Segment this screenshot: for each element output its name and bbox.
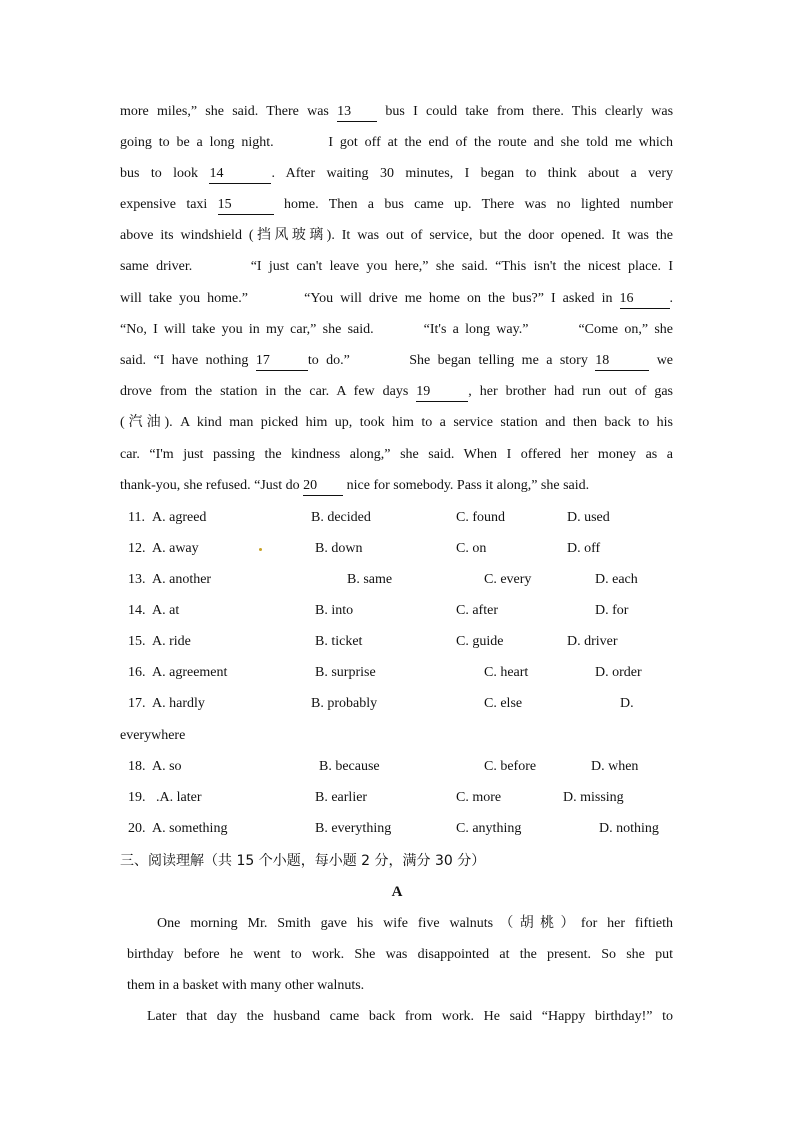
question-number: 19. [128,790,146,805]
stray-dot [259,548,262,551]
reading-text: them in a basket with many other walnuts. [127,978,365,993]
passage-letter: A [391,884,403,900]
question-number: 15. [128,634,146,649]
passage-line [120,320,673,340]
question-13 [0,570,794,590]
option-c[interactable]: C. every [484,572,532,587]
option-b[interactable]: B. earlier [315,790,368,805]
option-d[interactable]: D. driver [567,634,618,649]
option-a[interactable]: A. agreed [152,510,207,525]
option-c[interactable]: C. heart [484,665,529,680]
passage-line [120,102,673,122]
option-d[interactable]: D. used [567,510,610,525]
option-a[interactable]: A. hardly [152,696,205,711]
passage-line [120,164,673,184]
option-d[interactable]: D. each [595,572,638,587]
option-c[interactable]: C. guide [456,634,504,649]
question-number: 18. [128,759,146,774]
passage-text: expensive taxi [120,197,208,212]
option-d[interactable]: D. when [591,759,639,774]
question-number: 11. [128,510,145,525]
passage-text: (汽油). A kind man picked him up, took him to a service station and then back to his [120,415,673,430]
passage-text: , her brother had run out of gas [468,384,673,399]
reading-text: birthday before he went to work. She was disappointed at the present. So she put [127,947,673,962]
option-b[interactable]: B. same [347,572,393,587]
question-18 [0,757,794,777]
blank-17[interactable]: 17 [256,353,308,371]
option-b[interactable]: B. decided [311,510,371,525]
passage-text: same driver. “I just can't leave you here,” she said. “This isn't the nicest place. I [120,259,673,274]
passage-text: “No, I will take you in my car,” she said. “It's a long way.” “Come on,” she [120,322,673,337]
passage-text: going to be a long night. I got off at the end of the route and she told me which [120,135,673,150]
passage-text: thank-you, she refused. “Just do [120,478,300,493]
option-a[interactable]: A. agreement [152,665,228,680]
option-b[interactable]: B. into [315,603,354,618]
passage-text: more miles,” she said. There was [120,104,329,119]
option-b[interactable]: B. down [315,541,363,556]
passage-line [120,133,673,153]
question-number: 14. [128,603,146,618]
blank-14[interactable]: 14 [209,166,271,184]
passage-text: home. Then a bus came up. There was no lighted number [284,197,673,212]
passage-text: . [669,291,674,306]
option-c[interactable]: C. more [456,790,502,805]
blank-13[interactable]: 13 [337,104,377,122]
question-20 [0,819,794,839]
reading-text: One morning Mr. Smith gave his wife five walnuts（胡桃）for her fiftieth [157,916,673,931]
option-b[interactable]: B. everything [315,821,392,836]
option-a[interactable]: A. at [152,603,180,618]
reading-line [147,1007,673,1027]
passage-text: said. “I have nothing [120,353,249,368]
passage-line [120,413,673,433]
passage-text: . After waiting 30 minutes, I began to think about a very [271,166,674,181]
passage-line [120,382,673,402]
option-b[interactable]: B. surprise [315,665,376,680]
option-a[interactable]: A. another [152,572,212,587]
passage-line [120,226,673,246]
question-11 [0,508,794,528]
passage-text: bus I could take from there. This clearly was [385,104,674,119]
question-15 [0,632,794,652]
option-d[interactable]: D. [620,696,634,711]
passage-text: we [656,353,674,368]
question-17-continued [0,726,794,746]
blank-18[interactable]: 18 [595,353,649,371]
question-number: 16. [128,665,146,680]
passage-text: car. “I'm just passing the kindness along,” she said. When I offered her money as a [120,447,673,462]
option-a[interactable]: A. ride [152,634,191,649]
question-12 [0,539,794,559]
question-17 [0,694,794,714]
passage-line [120,351,673,371]
blank-16[interactable]: 16 [620,291,670,309]
passage-text: to do.” She began telling me a story [307,353,588,368]
question-16 [0,663,794,683]
option-d-text[interactable]: everywhere [120,728,186,743]
passage-line [120,476,673,496]
question-14 [0,601,794,621]
option-c[interactable]: C. after [456,603,498,618]
option-c[interactable]: C. before [484,759,537,774]
option-b[interactable]: B. probably [311,696,378,711]
passage-line [120,195,673,215]
question-number: 13. [128,572,146,587]
passage-text: bus to look [120,166,199,181]
option-c[interactable]: C. found [456,510,505,525]
option-a[interactable]: A. so [152,759,182,774]
blank-15[interactable]: 15 [218,197,274,215]
passage-text: drove from the station in the car. A few days [120,384,409,399]
reading-text: Later that day the husband came back from work. He said “Happy birthday!” to [147,1009,673,1024]
passage-text: will take you home.” “You will drive me home on the bus?” I asked in [120,291,613,306]
question-19 [0,788,794,808]
option-d[interactable]: D. order [595,665,642,680]
question-number: 17. [128,696,146,711]
passage-line [120,445,673,465]
option-c[interactable]: C. else [484,696,523,711]
blank-19[interactable]: 19 [416,384,468,402]
option-d[interactable]: D. off [567,541,601,556]
blank-20[interactable]: 20 [303,478,343,496]
question-number: 12. [128,541,146,556]
question-number: 20. [128,821,146,836]
passage-text: above its windshield (挡风玻璃). It was out of service, but the door opened. It was the [120,228,673,243]
option-d[interactable]: D. missing [563,790,624,805]
reading-line [127,976,673,996]
option-c[interactable]: C. on [456,541,487,556]
option-a[interactable]: A. something [152,821,228,836]
option-c[interactable]: C. anything [456,821,522,836]
option-d[interactable]: D. for [595,603,629,618]
option-b[interactable]: B. because [319,759,380,774]
passage-line [120,289,673,309]
reading-line [127,945,673,965]
section-title: 三、阅读理解（共 15 个小题，每小题 2 分，满分 30 分） [120,853,486,869]
option-a[interactable]: A. away [152,541,199,556]
passage-text: nice for somebody. Pass it along,” she said. [346,478,590,493]
passage-line [120,257,673,277]
option-a[interactable]: .A. later [156,790,202,805]
option-b[interactable]: B. ticket [315,634,363,649]
option-d[interactable]: D. nothing [599,821,659,836]
reading-line [157,914,673,934]
